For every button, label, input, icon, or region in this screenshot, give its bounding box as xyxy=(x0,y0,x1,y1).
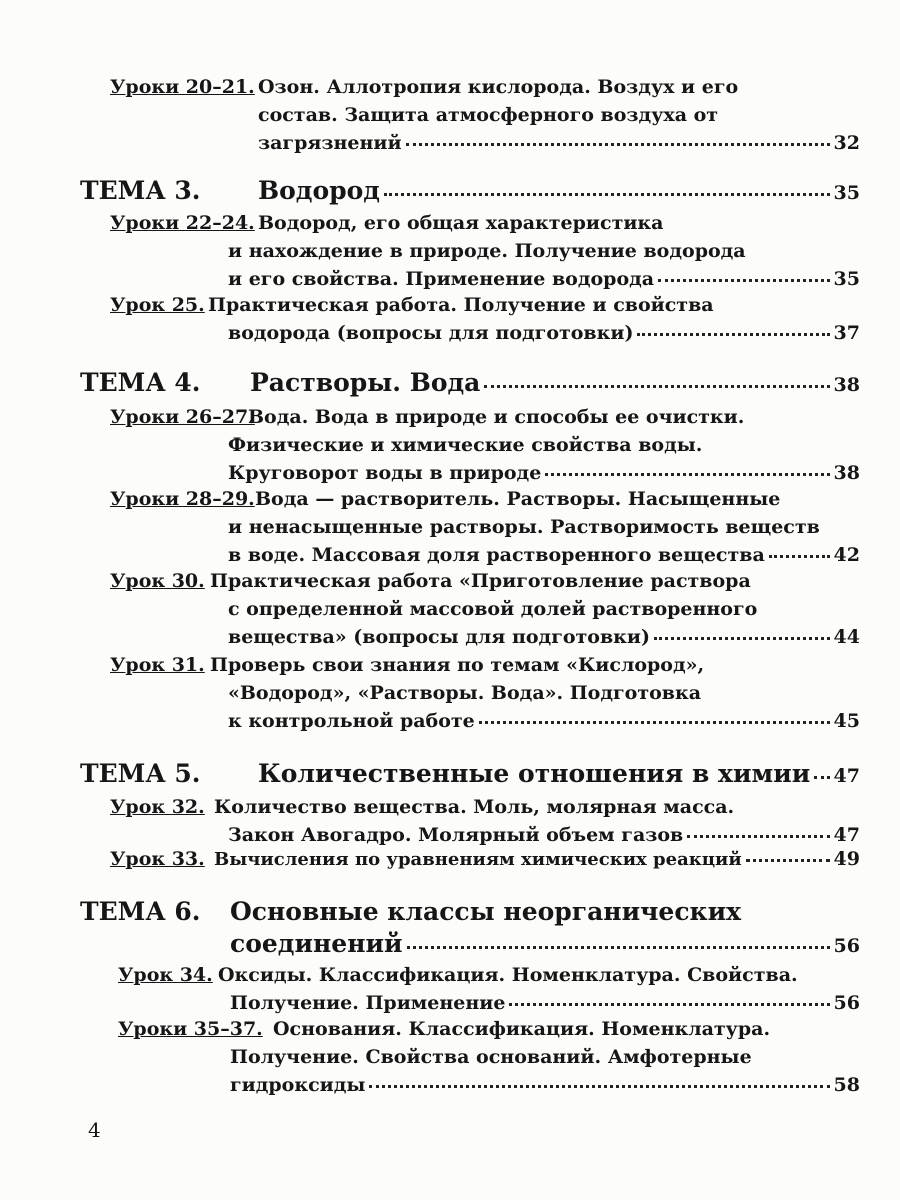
toc-entry-lessons-35-37[interactable] xyxy=(118,1016,860,1100)
theme-label: ТЕМА 5. xyxy=(80,759,201,788)
toc-theme-3[interactable] xyxy=(80,176,860,208)
lesson-label: Уроки 26–27. xyxy=(110,406,255,428)
entry-text-line: Получение. Свойства оснований. Амфотерные xyxy=(230,1046,752,1068)
toc-theme-6[interactable] xyxy=(80,897,860,961)
lesson-label: Урок 25. xyxy=(110,294,205,316)
page-ref: 56 xyxy=(833,992,860,1014)
entry-text-line: Физические и химические свойства воды. xyxy=(228,434,703,456)
page-ref: 38 xyxy=(833,462,860,484)
entry-text-line: и его свойства. Применение водорода xyxy=(228,268,655,290)
theme-title: Растворы. Вода xyxy=(250,368,481,397)
page-ref: 37 xyxy=(833,322,860,344)
toc-theme-4[interactable] xyxy=(80,368,860,400)
entry-text-line: Получение. Применение xyxy=(230,992,506,1014)
entry-text-line: вещества» (вопросы для подготовки) xyxy=(228,626,650,648)
entry-text-line: гидроксиды xyxy=(230,1074,366,1096)
page-ref: 42 xyxy=(833,544,860,566)
toc-entry-lesson-30[interactable] xyxy=(110,568,860,652)
theme-title: Водород xyxy=(258,176,380,205)
toc-entry-lessons-22-24[interactable] xyxy=(110,210,860,294)
toc-entry-lesson-33[interactable] xyxy=(110,846,860,874)
entry-text-line: Вычисления по уравнениям химических реакций xyxy=(214,849,742,870)
toc-entry-lessons-20-21[interactable] xyxy=(110,74,860,158)
entry-text-line: «Водород», «Растворы. Вода». Подготовка xyxy=(228,682,702,704)
dot-leader xyxy=(484,385,829,388)
entry-text-line: Вода. Вода в природе и способы ее очистки. xyxy=(248,406,745,428)
page-ref: 44 xyxy=(833,626,860,648)
dot-leader xyxy=(406,143,830,146)
theme-label: ТЕМА 6. xyxy=(80,897,201,926)
entry-text-line: состав. Защита атмосферного воздуха от xyxy=(258,104,719,126)
dot-leader xyxy=(509,1003,829,1006)
entry-text-line: Круговорот воды в природе xyxy=(228,462,542,484)
lesson-label: Уроки 20–21. xyxy=(110,76,255,98)
entry-text-line: и ненасыщенные растворы. Растворимость веществ xyxy=(228,516,820,538)
dot-leader xyxy=(654,637,830,640)
entry-text-line: загрязнений xyxy=(258,132,402,154)
entry-text-line: к контрольной работе xyxy=(228,710,475,732)
lesson-label: Уроки 28–29. xyxy=(110,488,255,510)
lesson-label: Урок 30. xyxy=(110,570,205,592)
toc-entry-lesson-31[interactable] xyxy=(110,652,860,736)
theme-title: соединений xyxy=(230,929,403,958)
toc-theme-5[interactable] xyxy=(80,759,860,791)
entry-text-line: Проверь свои знания по темам «Кислород», xyxy=(210,654,705,676)
dot-leader xyxy=(687,835,829,838)
toc-entry-lessons-28-29[interactable] xyxy=(110,486,860,570)
theme-label: ТЕМА 4. xyxy=(80,368,201,397)
page-ref: 58 xyxy=(833,1074,860,1096)
lesson-label: Урок 33. xyxy=(110,848,205,870)
entry-text-line: Водород, его общая характеристика xyxy=(258,212,664,234)
theme-title: Основные классы неорганических xyxy=(230,897,742,926)
lesson-label: Уроки 22–24. xyxy=(110,212,255,234)
lesson-label: Урок 34. xyxy=(118,964,213,986)
page-ref: 35 xyxy=(833,182,860,204)
entry-text-line: и нахождение в природе. Получение водорода xyxy=(228,240,746,262)
entry-text-line: водорода (вопросы для подготовки) xyxy=(228,322,634,344)
lesson-label: Уроки 35–37. xyxy=(118,1018,263,1040)
dot-leader xyxy=(814,776,829,779)
theme-title: Количественные отношения в химии xyxy=(258,759,811,788)
entry-text-line: с определенной массовой долей растворенного xyxy=(228,598,758,620)
dot-leader xyxy=(369,1085,829,1088)
entry-text-line: Основания. Классификация. Номенклатура. xyxy=(273,1018,771,1040)
dot-leader xyxy=(407,946,830,949)
toc-entry-lesson-25[interactable] xyxy=(110,292,860,348)
entry-text-line: Оксиды. Классификация. Номенклатура. Свойства. xyxy=(218,964,798,986)
toc-entry-lesson-34[interactable] xyxy=(118,962,860,1018)
dot-leader xyxy=(384,193,830,196)
lesson-label: Урок 32. xyxy=(110,796,205,818)
dot-leader xyxy=(479,721,830,724)
entry-text-line: в воде. Массовая доля растворенного вещества xyxy=(228,544,765,566)
page-ref: 35 xyxy=(833,268,860,290)
dot-leader xyxy=(637,333,829,336)
entry-text-line: Практическая работа. Получение и свойства xyxy=(208,294,714,316)
entry-text-line: Практическая работа «Приготовление раствора xyxy=(210,570,751,592)
dot-leader xyxy=(746,859,830,862)
entry-text-line: Закон Авогадро. Молярный объем газов xyxy=(228,824,684,846)
toc-entry-lesson-32[interactable] xyxy=(110,794,860,850)
entry-text-line: Озон. Аллотропия кислорода. Воздух и его xyxy=(258,76,739,98)
dot-leader xyxy=(658,279,829,282)
entry-text-line: Вода — растворитель. Растворы. Насыщенные xyxy=(255,488,781,510)
page-ref: 38 xyxy=(833,374,860,396)
page-ref: 49 xyxy=(833,848,860,870)
lesson-label: Урок 31. xyxy=(110,654,205,676)
toc-entry-lessons-26-27[interactable] xyxy=(110,404,860,488)
page-ref: 47 xyxy=(833,765,860,787)
dot-leader xyxy=(545,473,829,476)
theme-label: ТЕМА 3. xyxy=(80,176,201,205)
page-ref: 47 xyxy=(833,824,860,846)
page-ref: 45 xyxy=(833,710,860,732)
dot-leader xyxy=(769,555,830,558)
page-ref: 56 xyxy=(833,935,860,957)
entry-text-line: Количество вещества. Моль, молярная масса. xyxy=(214,796,735,818)
page-number: 4 xyxy=(88,1118,101,1142)
page-ref: 32 xyxy=(833,132,860,154)
